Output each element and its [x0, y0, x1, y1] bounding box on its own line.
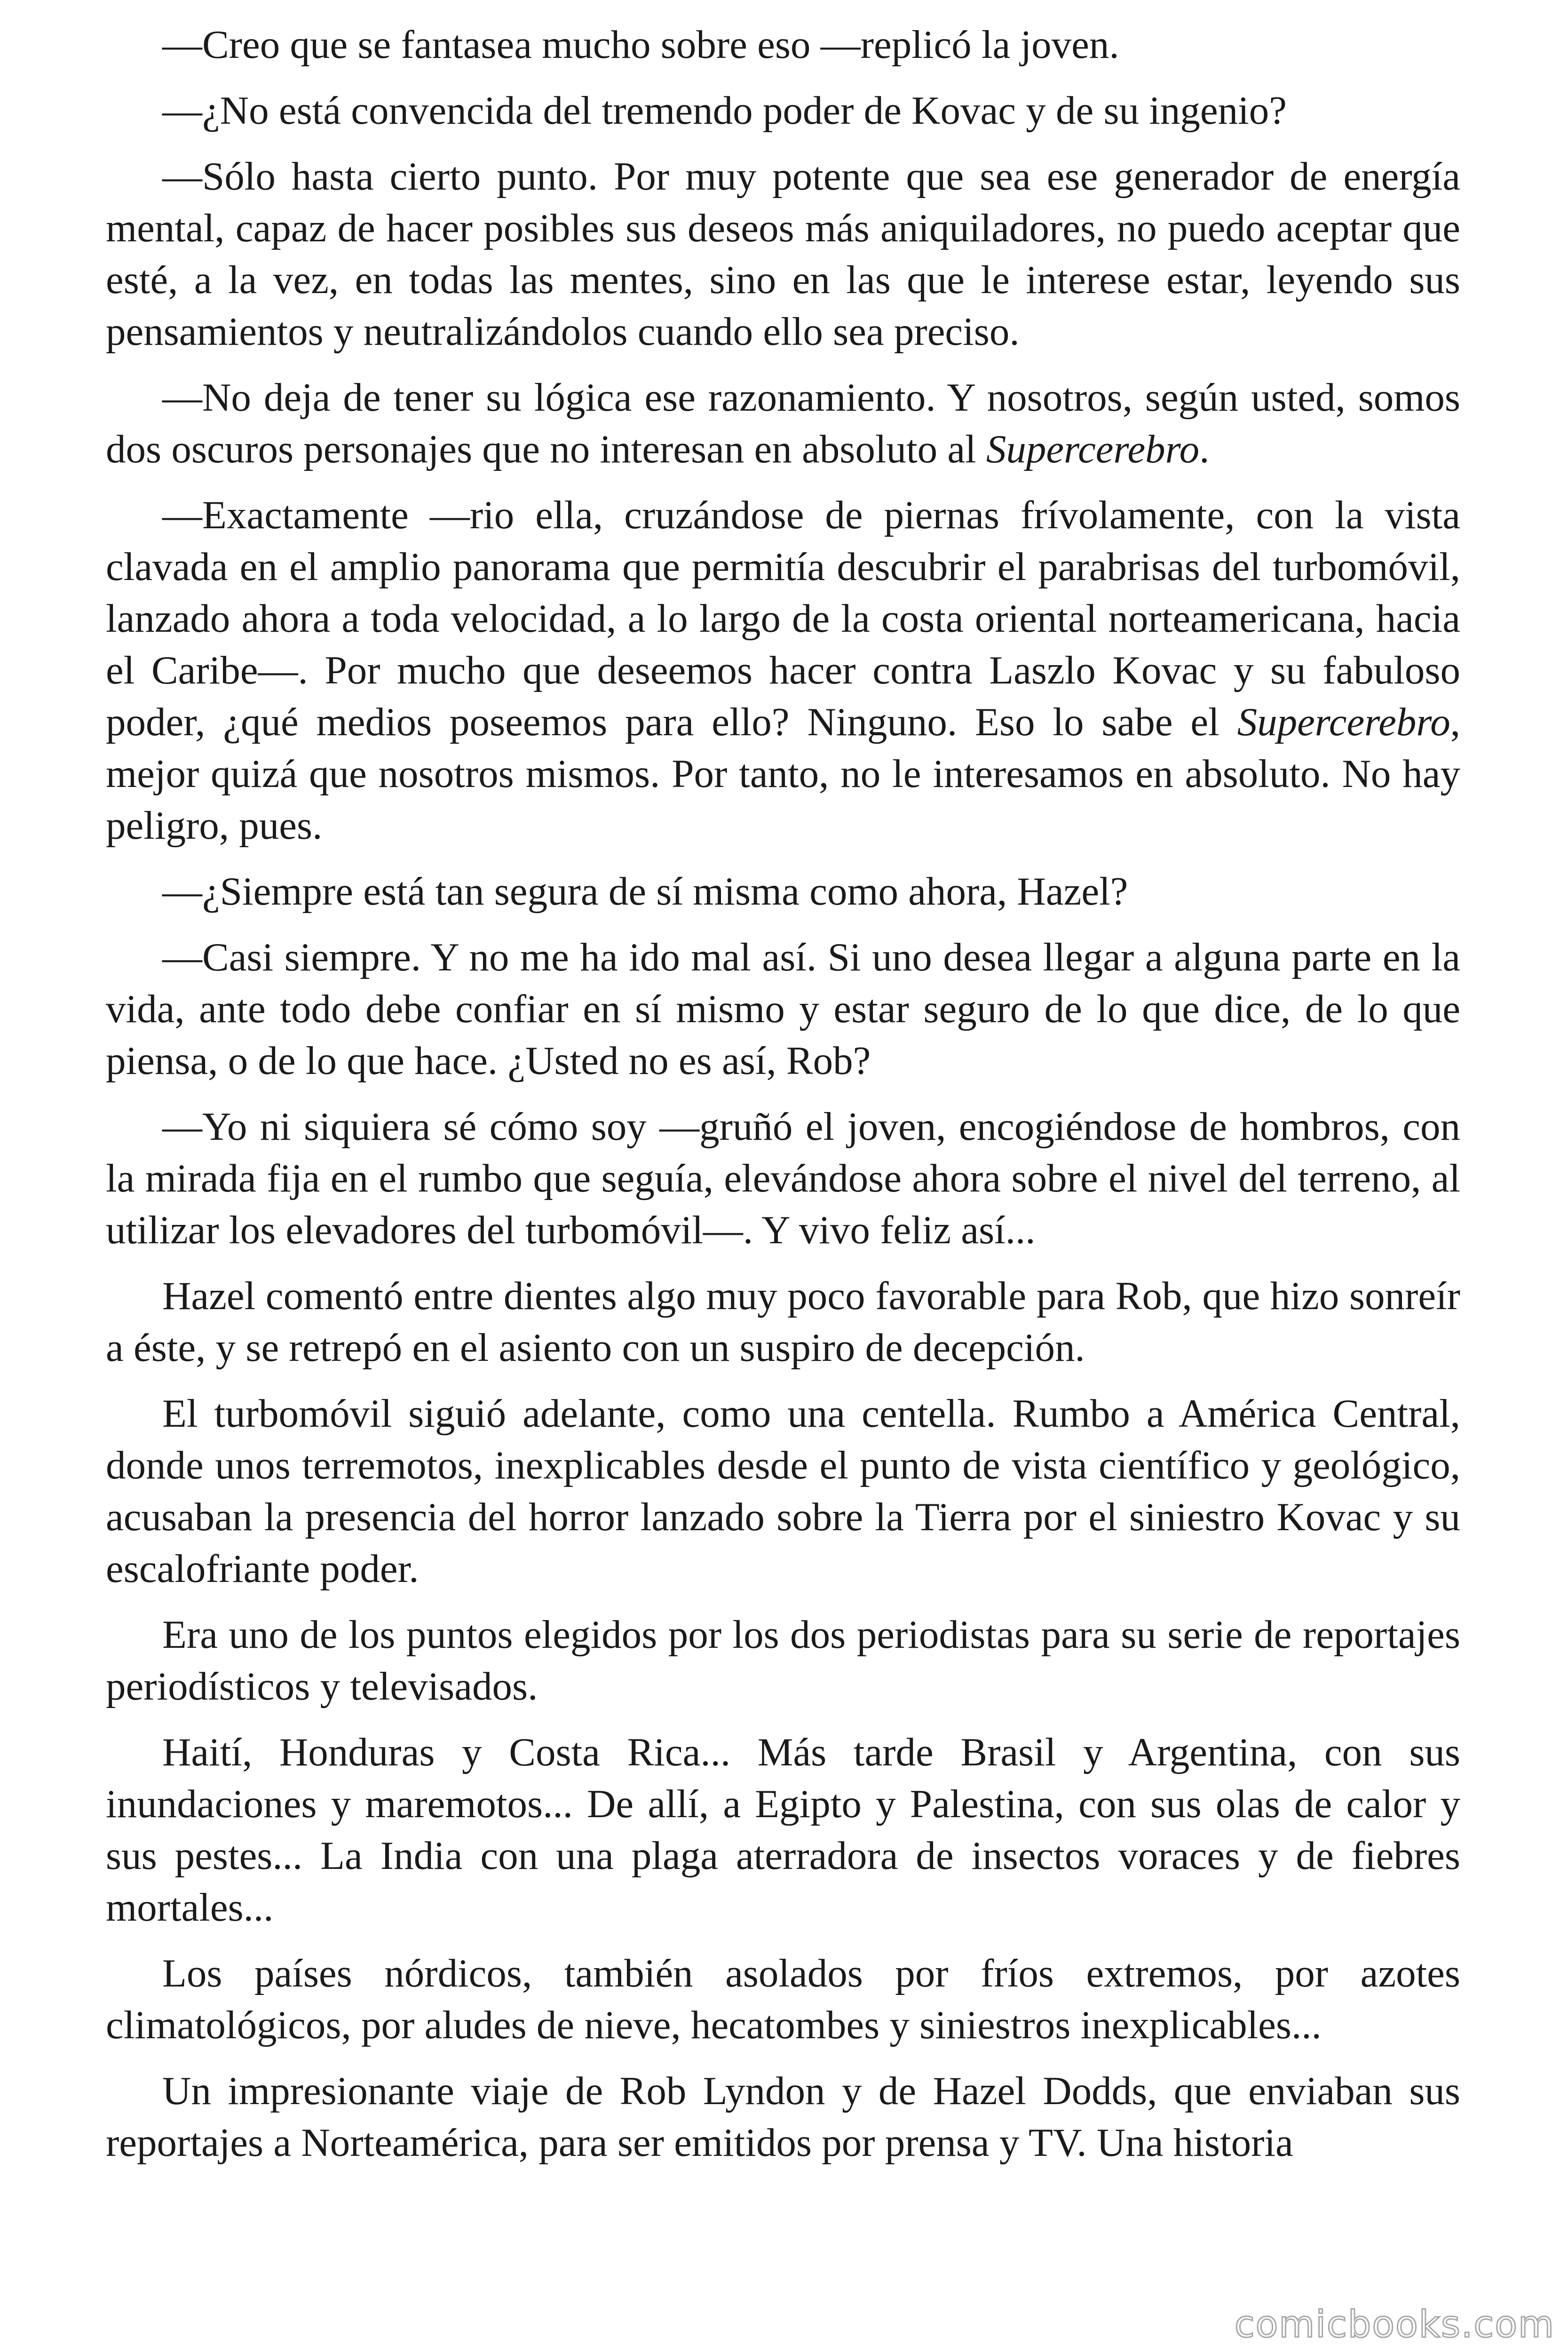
paragraph	[106, 1726, 1460, 1933]
text-segment: —Sólo hasta cierto punto. Por muy potente que sea ese generador de energía mental, capaz de hacer posibles sus deseos más aniquiladores, no puedo aceptar que esté, a la vez, en todas las mentes, sino en las que le interese estar, leyendo sus pensamientos y neutralizándolos cuando ello sea preciso.	[106, 154, 1460, 354]
text-segment: El turbomóvil siguió adelante, como una centella. Rumbo a América Central, donde unos terremotos, inexplicables desde el punto de vista científico y geológico, acusaban la presencia del horror lanzado sobre la Tierra por el siniestro Kovac y su escalofriante poder.	[106, 1391, 1460, 1591]
text-segment: —¿No está convencida del tremendo poder de Kovac y de su ingenio?	[162, 88, 1287, 133]
text-segment: —Yo ni siquiera sé cómo soy —gruñó el joven, encogiéndose de hombros, con la mirada fija en el rumbo que seguía, elevándose ahora sobre el nivel del terreno, al utilizar los elevadores del turbomóvil—. Y vivo feliz así...	[106, 1104, 1460, 1252]
text-segment: , mejor quizá que nosotros mismos. Por tanto, no le interesamos en absoluto. No hay peligro, pues.	[106, 700, 1460, 848]
paragraph	[106, 866, 1460, 917]
text-segment: —Exactamente —rio ella, cruzándose de piernas frívolamente, con la vista clavada en el amplio panorama que permitía descubrir el parabrisas del turbomóvil, lanzado ahora a toda velocidad, a lo largo de la costa oriental norteamericana, hacia el Caribe—. Por mucho que deseemos hacer contra Laszlo Kovac y su fabuloso poder, ¿qué medios poseemos para ello? Ninguno. Eso lo sabe el	[106, 493, 1460, 744]
text-segment: Los países nórdicos, también asolados por fríos extremos, por azotes climatológicos, por aludes de nieve, hecatombes y siniestros inexplicables...	[106, 1951, 1460, 2047]
paragraph	[106, 85, 1460, 136]
text-segment: —¿Siempre está tan segura de sí misma como ahora, Hazel?	[162, 869, 1128, 914]
italic-term: Supercerebro	[1237, 700, 1450, 744]
paragraph	[106, 2065, 1460, 2169]
book-page-text	[106, 19, 1460, 2183]
paragraph	[106, 489, 1460, 851]
paragraph	[106, 19, 1460, 71]
text-segment: Un impresionante viaje de Rob Lyndon y de Hazel Dodds, que enviaban sus reportajes a Norteamérica, para ser emitidos por prensa y TV. Una historia	[106, 2069, 1460, 2165]
text-segment: Hazel comentó entre dientes algo muy poco favorable para Rob, que hizo sonreír a éste, y se retrepó en el asiento con un suspiro de decepción.	[106, 1274, 1460, 1370]
italic-term: Supercerebro	[986, 427, 1200, 471]
text-segment: —Casi siempre. Y no me ha ido mal así. Si uno desea llegar a alguna parte en la vida, ante todo debe confiar en sí mismo y estar seguro de lo que dice, de lo que piensa, o de lo que hace. ¿Usted no es así, Rob?	[106, 935, 1460, 1083]
text-segment: Era uno de los puntos elegidos por los dos periodistas para su serie de reportajes periodísticos y televisados.	[106, 1613, 1460, 1708]
watermark: comicbooks.com	[1234, 2304, 1555, 2346]
paragraph	[106, 372, 1460, 475]
paragraph	[106, 1388, 1460, 1595]
text-segment: .	[1199, 427, 1210, 471]
paragraph	[106, 931, 1460, 1087]
text-segment: —Creo que se fantasea mucho sobre eso —replicó la joven.	[162, 23, 1119, 67]
paragraph	[106, 1270, 1460, 1374]
paragraph	[106, 1101, 1460, 1256]
text-segment: —No deja de tener su lógica ese razonamiento. Y nosotros, según usted, somos dos oscuros personajes que no interesan en absoluto al	[106, 375, 1460, 471]
paragraph	[106, 151, 1460, 358]
text-segment: Haití, Honduras y Costa Rica... Más tarde Brasil y Argentina, con sus inundaciones y maremotos... De allí, a Egipto y Palestina, con sus olas de calor y sus pestes... La India con una plaga aterradora de insectos voraces y de fiebres mortales...	[106, 1730, 1460, 1930]
paragraph	[106, 1947, 1460, 2051]
paragraph	[106, 1609, 1460, 1712]
